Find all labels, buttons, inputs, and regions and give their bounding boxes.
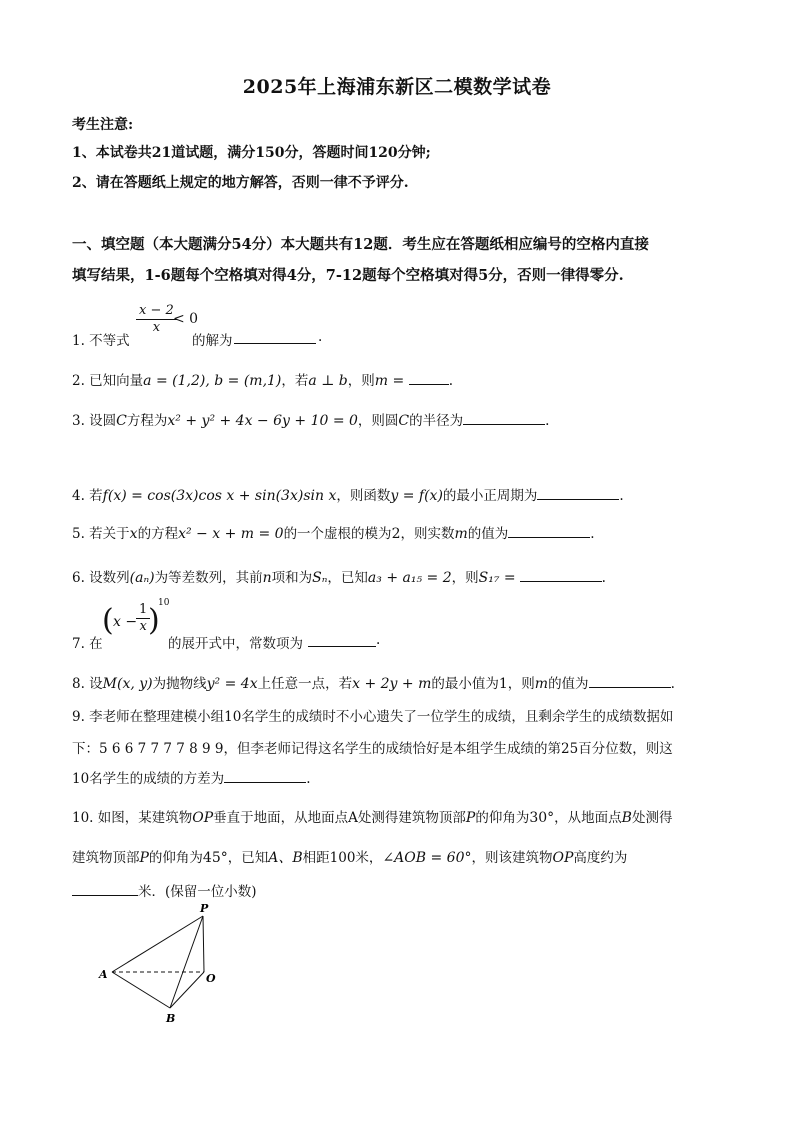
q1-fraction: $\frac{x - 2}{x}$ [136, 303, 177, 336]
question-6: 6. 设数列(aₙ)为等差数列，其前n项和为Sₙ，已知a₃ + a₁₅ = 2，则S₁₇ = . [72, 566, 606, 586]
q1-answer-blank [234, 329, 316, 344]
notice-heading: 考生注意: [72, 117, 134, 133]
question-9-line2: 下：5 6 6 7 7 7 7 8 9 9，但李老师记得这名学生的成绩恰好是本组学生成绩的第25百分位数，则这 [72, 741, 673, 757]
question-10-line3: 米．(保留一位小数) [72, 880, 257, 900]
question-3: 3. 设圆C方程为x² + y² + 4x − 6y + 10 = 0，则圆C的半径为 . [72, 409, 549, 429]
label-A: A [99, 968, 108, 981]
line-AB [112, 972, 170, 1008]
line-BP [170, 916, 203, 1008]
question-4: 4. 若f(x) = cos(3x)cos x + sin(3x)sin x，则函数y = f(x)的最小正周期为 . [72, 484, 624, 504]
label-B: B [166, 1012, 176, 1025]
q9-answer-blank [224, 768, 306, 783]
question-8: 8. 设M(x, y)为抛物线y² = 4x上任意一点，若x + 2y + m的最小值为1，则m的值为 . [72, 672, 675, 692]
line-AP [112, 916, 203, 972]
q2-answer-blank [409, 370, 449, 385]
question-9-line3: 10名学生的成绩的方差为 . [72, 767, 310, 787]
question-10-line2: 建筑物顶部P的仰角为45°，已知A、B相距100米，∠AOB = 60°，则该建筑物OP高度约为 [72, 850, 628, 866]
exam-page: 2025年上海浦东新区二模数学试卷 考生注意: 1、本试卷共21道试题，满分150分，答题时间120分钟; 2、请在答题纸上规定的地方解答，否则一律不予评分. 一、填空题（本大题满分54分）本大题共有12题．考生应在答题纸相应编号的空格内直接 填写结果，1-6题每个空格填对得4分，7-12题每个空格填对得5分，否则一律得零分. 1. 不等式 $\frac{x - 2}{x}$ < 0 的解为 . 2. 已知向量a = (1,2), b = (m,1)，若a ⊥ b，则m = . 3. 设圆C方程为x² + y² + 4x − 6y + 10 = 0，则圆C的半径为 . 4. 若f(x) = cos(3x)cos x + sin(3x)sin x，则函数y = f(x)的最小正周期为 . 5. 若关于x的方程x² − x + m = 0的一个虚根的模为2，则实数m的值为 . 6. 设数列(aₙ)为等差数列，其前n项和为Sₙ，已知a₃ + a₁₅ = 2，则S₁₇ = . 7. 在 ( x − $\frac{1}{x}$ ) 10 的展开式中，常数项为 . 8. 设M(x, y)为抛物线y² = 4x上任意一点，若x + 2y + m的最小值为1，则m的值为 . 9. 李老师在整理建模小组10名学生的成绩时不小心遗失了一位学生的成绩，且剩余学生的成绩数据如 下：5 6 6 7 7 7 7 8 9 9，但李老师记得这名学生的成绩恰好是本组学生成绩的第25百分位数，则这 10名学生的成绩的方差为 . 10. 如图，某建筑物OP垂直于地面，从地面点A处测得建筑物顶部P的仰角为30°，从地面点B处测得 建筑物顶部P的仰角为45°，已知A、B相距100米，∠AOB = 60°，则该建筑物OP高度约为 米．(保留一位小数) P A O B [0, 0, 794, 1123]
q3-answer-blank [463, 410, 545, 425]
q7-fraction: $\frac{1}{x}$ [136, 602, 150, 635]
section1-instructions-line1: 一、填空题（本大题满分54分）本大题共有12题．考生应在答题纸相应编号的空格内直接 [72, 236, 649, 253]
page-title: 2025年上海浦东新区二模数学试卷 [242, 76, 552, 98]
label-O: O [206, 972, 216, 985]
q4-answer-blank [537, 485, 619, 500]
q10-answer-blank [72, 881, 138, 896]
q5-answer-blank [508, 523, 590, 538]
notice-item-2: 2、请在答题纸上规定的地方解答，否则一律不予评分. [72, 175, 409, 191]
label-P: P [200, 902, 209, 915]
question-10-line1: 10. 如图，某建筑物OP垂直于地面，从地面点A处测得建筑物顶部P的仰角为30°，从地面点B处测得 [72, 810, 673, 826]
question-5: 5. 若关于x的方程x² − x + m = 0的一个虚根的模为2，则实数m的值为 . [72, 522, 595, 542]
question-9-line1: 9. 李老师在整理建模小组10名学生的成绩时不小心遗失了一位学生的成绩，且剩余学生的成绩数据如 [72, 709, 674, 725]
line-BO [170, 972, 204, 1008]
section1-instructions-line2: 填写结果，1-6题每个空格填对得4分，7-12题每个空格填对得5分，否则一律得零分. [72, 267, 624, 284]
question-2: 2. 已知向量a = (1,2), b = (m,1)，若a ⊥ b，则m = . [72, 369, 453, 389]
line-OP [203, 916, 204, 972]
q6-answer-blank [520, 567, 602, 582]
q8-answer-blank [589, 673, 671, 688]
q7-answer-blank [308, 632, 376, 647]
notice-item-1: 1、本试卷共21道试题，满分150分，答题时间120分钟; [72, 145, 431, 161]
building-figure [90, 900, 240, 1032]
